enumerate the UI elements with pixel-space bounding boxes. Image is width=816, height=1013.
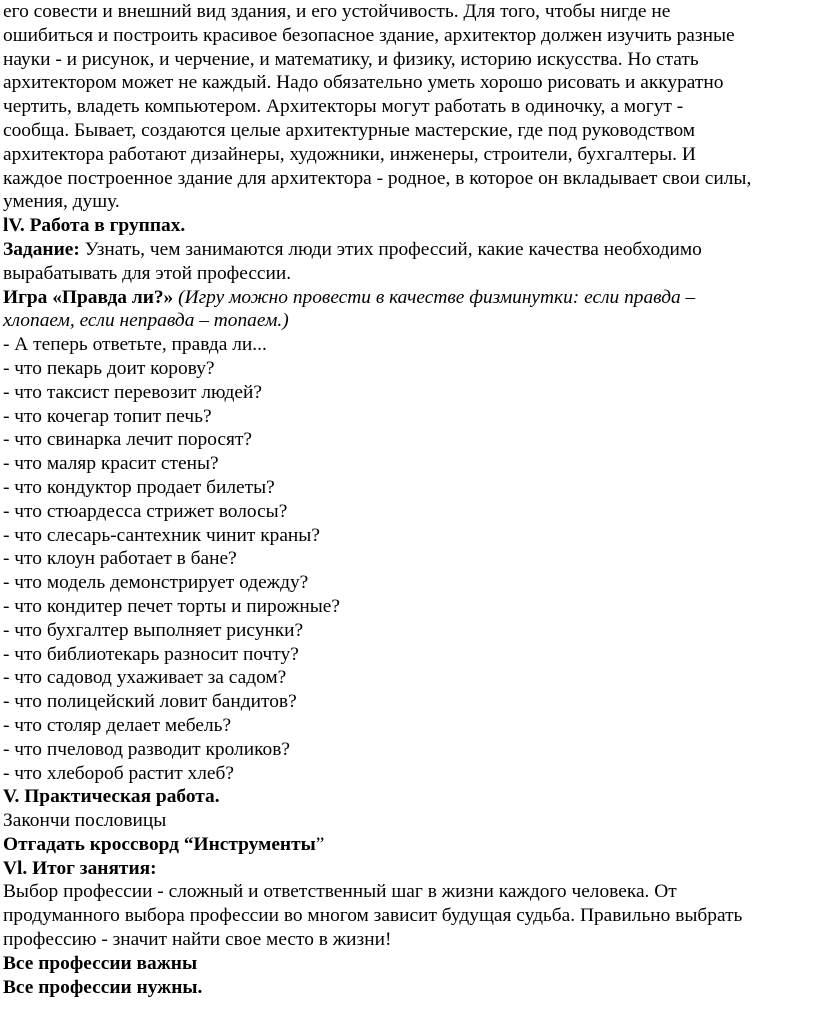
crossword-text: Отгадать кроссворд “Инструменты — [3, 833, 316, 855]
list-item: - что кондитер печет торты и пирожные? — [3, 595, 340, 617]
game-note: (Игру можно провести в качестве физминутки: если правда – — [173, 286, 696, 308]
closing-line: Все профессии нужны. — [3, 976, 203, 998]
intro-paragraph — [3, 0, 816, 214]
summary-line: Выбор профессии - сложный и ответственный шаг в жизни каждого человека. От — [3, 881, 677, 903]
crossword-quote: ” — [315, 833, 325, 855]
list-item: - что кондуктор продает билеты? — [3, 476, 275, 498]
list-item: - что стюардесса стрижет волосы? — [3, 500, 288, 522]
text-line: ошибиться и построить красивое безопасное здание, архитектор должен изучить разные — [3, 24, 735, 46]
closing-line: Все профессии важны — [3, 952, 198, 974]
list-item: - что садовод ухаживает за садом? — [3, 667, 287, 689]
list-item: - А теперь ответьте, правда ли... — [3, 334, 267, 356]
game-title-line — [3, 286, 816, 310]
list-item: - что клоун работает в бане? — [3, 548, 237, 570]
text-line: архитектором может не каждый. Надо обязательно уметь хорошо рисовать и аккуратно — [3, 72, 724, 94]
task-text: Узнать, чем занимаются люди этих профессий, какие качества необходимо — [79, 238, 702, 260]
section-heading: lV. Работа в группах. — [3, 215, 186, 237]
list-item: - что пчеловод разводит кроликов? — [3, 738, 290, 760]
task-line — [3, 238, 816, 262]
list-item: - что кочегар топит печь? — [3, 405, 212, 427]
section-heading: V. Практическая работа. — [3, 786, 220, 808]
list-item: - что маляр красит стены? — [3, 453, 219, 475]
game-label: Игра «Правда ли?» — [3, 286, 174, 308]
task-label: Задание: — [3, 238, 80, 260]
crossword-line — [3, 833, 816, 857]
list-item: - что полицейский ловит бандитов? — [3, 691, 297, 713]
list-item: - что слесарь-сантехник чинит краны? — [3, 524, 320, 546]
questions-list — [3, 333, 816, 785]
list-item: - что пекарь доит корову? — [3, 357, 215, 379]
game-section — [3, 286, 816, 786]
text-line: архитектора работают дизайнеры, художники, инженеры, строители, бухгалтеры. И — [3, 143, 696, 165]
text-line: науки - и рисунок, и черчение, и математику, и физику, историю искусства. Но стать — [3, 48, 699, 70]
list-item: - что свинарка лечит поросят? — [3, 429, 253, 451]
section-5 — [3, 785, 816, 856]
task-line-2: вырабатывать для этой профессии. — [3, 262, 292, 284]
proverbs-line: Закончи пословицы — [3, 810, 167, 832]
section-4 — [3, 214, 816, 285]
text-line: умения, душу. — [3, 191, 120, 213]
list-item: - что хлебороб растит хлеб? — [3, 762, 234, 784]
section-6 — [3, 857, 816, 1000]
summary-line: профессию - значит найти свое место в жизни! — [3, 929, 392, 951]
text-line: каждое построенное здание для архитектора - родное, в которое он вкладывает свои силы, — [3, 167, 752, 189]
game-note-2: хлопаем, если неправда – топаем.) — [3, 310, 289, 332]
text-line: чертить, владеть компьютером. Архитекторы могут работать в одиночку, а могут - — [3, 96, 684, 118]
list-item: - что бухгалтер выполняет рисунки? — [3, 619, 304, 641]
list-item: - что таксист перевозит людей? — [3, 381, 262, 403]
list-item: - что библиотекарь разносит почту? — [3, 643, 299, 665]
list-item: - что столяр делает мебель? — [3, 714, 232, 736]
section-heading: Vl. Итог занятия: — [3, 857, 157, 879]
summary-line: продуманного выбора профессии во многом зависит будущая судьба. Правильно выбрать — [3, 905, 743, 927]
text-line: его совести и внешний вид здания, и его устойчивость. Для того, чтобы нигде не — [3, 1, 671, 22]
list-item: - что модель демонстрирует одежду? — [3, 572, 309, 594]
text-line: сообща. Бывает, создаются целые архитектурные мастерские, где под руководством — [3, 119, 696, 141]
